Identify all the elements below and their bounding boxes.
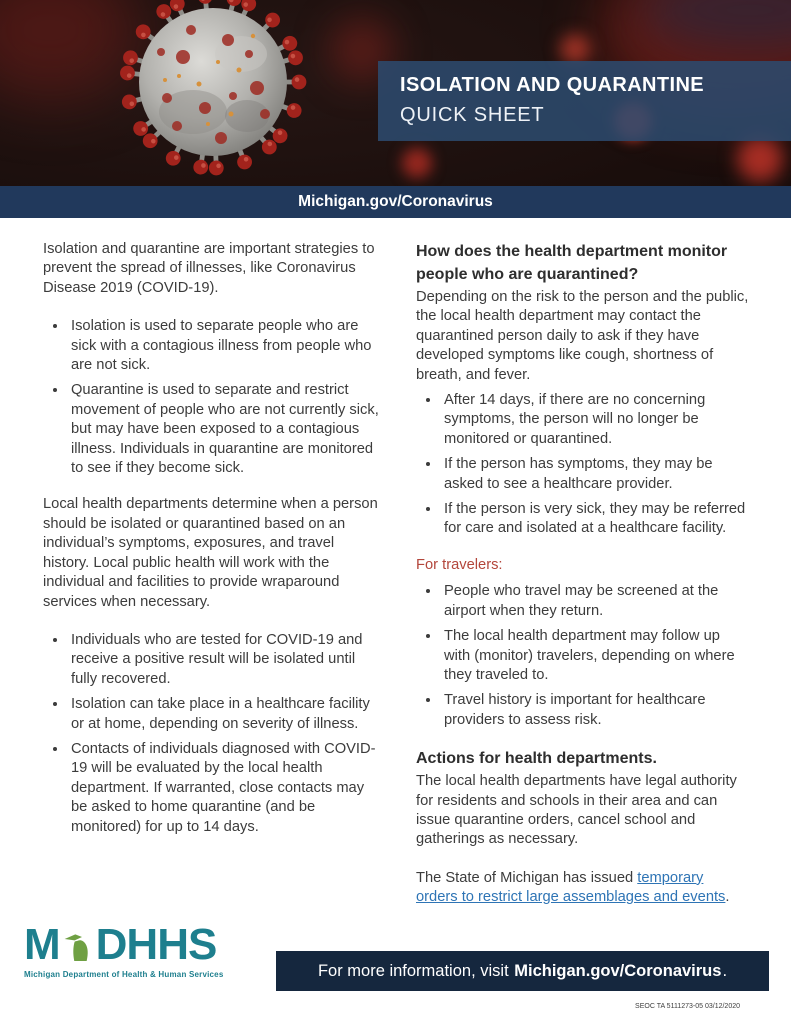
footer-info-bar <box>276 951 769 991</box>
footer-info-url: Michigan.gov/Coronavirus <box>514 961 722 980</box>
mdhhs-tagline: Michigan Department of Health & Human Services <box>24 970 224 979</box>
title-banner <box>378 61 791 141</box>
url-banner-text: Michigan.gov/Coronavirus <box>298 193 493 210</box>
bullet-item: • People who travel may be screened at the airport when they return. <box>441 582 749 621</box>
closing-paragraph <box>416 869 749 908</box>
bullet-item: • Travel history is important for healthcare providers to assess risk. <box>441 691 749 730</box>
coronavirus-illustration <box>45 0 381 186</box>
actions-heading: Actions for health departments. <box>416 750 657 768</box>
travelers-list <box>416 582 749 730</box>
travelers-label: For travelers: <box>416 556 503 573</box>
hero-header <box>0 0 791 186</box>
isolation-details-list <box>43 631 379 837</box>
bullet-item: • After 14 days, if there are no concerning symptoms, the person will no longer be monitored or quarantined. <box>441 391 749 449</box>
main-content <box>43 240 749 927</box>
left-column <box>43 240 379 927</box>
bullet-item: • The local health department may follow up with (monitor) travelers, depending on where they traveled to. <box>441 627 749 685</box>
closing-suffix: . <box>725 889 730 906</box>
right-column <box>416 240 749 927</box>
monitor-paragraph: Depending on the risk to the person and the public, the local health department may contact the quarantined person daily to ask if they have developed symptoms like cough, shortness of breath, and fever. <box>416 289 749 383</box>
footer-info-suffix: . <box>722 961 728 980</box>
closing-prefix: The State of Michigan has issued <box>416 869 638 886</box>
logo-letters-dhhs: DHHS <box>95 920 217 969</box>
bullet-item: • Quarantine is used to separate and restrict movement of people who are not currently sick, but may have been exposed to a contagious illness. Individuals in quarantine are monitored to see if they become sick. <box>68 381 379 478</box>
mdhhs-logo-letters <box>24 920 259 969</box>
michigan-mitten-icon <box>62 927 94 967</box>
monitor-heading: How does the health department monitor people who are quarantined? <box>416 243 728 283</box>
bullet-item: • Individuals who are tested for COVID-19 and receive a positive result will be isolated until fully recovered. <box>68 631 379 689</box>
monitor-list <box>416 391 749 539</box>
url-banner <box>0 186 791 218</box>
bullet-item: • Isolation is used to separate people who are sick with a contagious illness from people who are not sick. <box>68 317 379 375</box>
intro-paragraph: Isolation and quarantine are important strategies to prevent the spread of illnesses, like Coronavirus Disease 2019 (COVID-19). <box>43 241 375 296</box>
logo-letter-m: M <box>24 920 60 969</box>
bullet-item: • Isolation can take place in a healthcare facility or at home, depending on severity of illness. <box>68 695 379 734</box>
bokeh-blob <box>402 148 432 178</box>
local-health-paragraph: Local health departments determine when a person should be isolated or quarantined based on an individual’s symptoms, exposures, and travel history. Local public health will work with the individual and facilities to provide wraparound services when necessary. <box>43 496 378 610</box>
document-title: ISOLATION AND QUARANTINE <box>400 74 705 96</box>
assemblages-order-link[interactable]: temporary orders to restrict large assemblages and events <box>416 869 726 906</box>
mdhhs-logo <box>24 920 259 979</box>
bokeh-blob <box>737 136 783 182</box>
bullet-item: • If the person has symptoms, they may be asked to see a healthcare provider. <box>441 455 749 494</box>
bullet-item: • Contacts of individuals diagnosed with COVID-19 will be evaluated by the local health department. If warranted, close contacts may be asked to home quarantine (and be monitored) for up to 14 days. <box>68 740 379 837</box>
document-number: SEOC TA 5111273-05 03/12/2020 <box>635 1003 740 1010</box>
definitions-list <box>43 317 379 478</box>
bullet-item: • If the person is very sick, they may be referred for care and isolated at a healthcare facility. <box>441 500 749 539</box>
document-subtitle: QUICK SHEET <box>400 104 545 126</box>
actions-paragraph: The local health departments have legal authority for residents and schools in their area and can issue quarantine orders, cancel school and gatherings as necessary. <box>416 773 737 848</box>
footer-info-prefix: For more information, visit <box>317 961 509 980</box>
bokeh-blob <box>560 34 590 64</box>
